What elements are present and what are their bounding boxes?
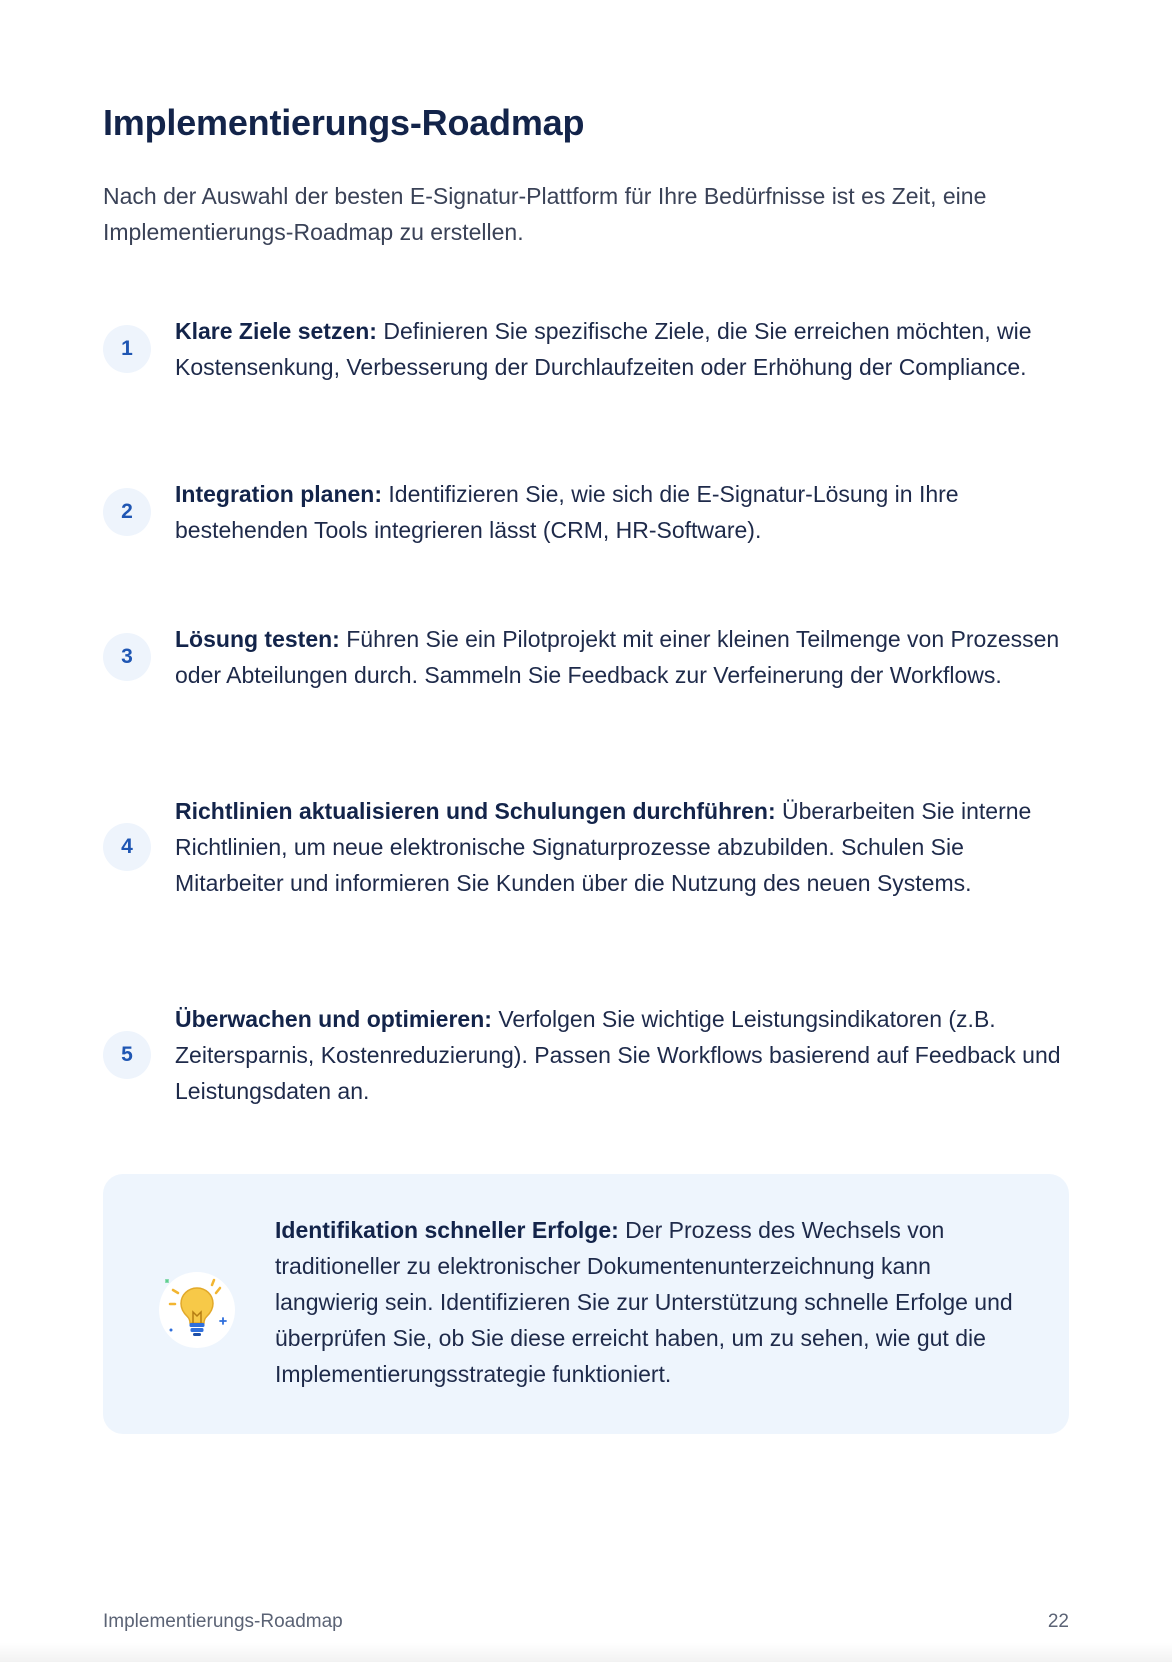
step-number-badge: 4 [103,823,151,871]
step-title: Richtlinien aktualisieren und Schulungen durchführen: [175,798,776,824]
step-description: Überarbeiten Sie interne Richtlinien, um neue elektronische Signaturprozesse abzubilden. Schulen Sie Mitarbeiter und informieren Sie Kunden über die Nutzung des neuen Systems. [175,798,1032,896]
tip-description: Der Prozess des Wechsels von traditioneller zu elektronischer Dokumentenunterzeichnung kann langwierig sein. Identifizieren Sie zur Unterstützung schnelle Erfolge und überprüfen Sie, ob Sie diese erreicht haben, um zu sehen, wie gut die Implementierungsstrategie funktioniert. [275,1217,1013,1387]
step-title: Klare Ziele setzen: [175,318,377,344]
step-title: Lösung testen: [175,626,340,652]
intro-paragraph: Nach der Auswahl der besten E-Signatur-Plattform für Ihre Bedürfnisse ist es Zeit, eine Implementierungs-Roadmap zu erstellen. [103,183,987,245]
step-number-badge: 1 [103,325,151,373]
lightbulb-icon [151,1264,243,1356]
step-description: Verfolgen Sie wichtige Leistungsindikatoren (z.B. Zeitersparnis, Kostenreduzierung). Passen Sie Workflows basierend auf Feedback und Leistungsdaten an. [175,1006,1061,1104]
step-number-badge: 2 [103,488,151,536]
tip-text [275,1212,1035,1392]
step-text [175,621,1063,693]
step-description: Identifizieren Sie, wie sich die E-Signatur-Lösung in Ihre bestehenden Tools integrieren lässt (CRM, HR-Software). [175,481,959,543]
step-description: Führen Sie ein Pilotprojekt mit einer kleinen Teilmenge von Prozessen oder Abteilungen durch. Sammeln Sie Feedback zur Verfeinerung der Workflows. [175,626,1060,688]
step-text [175,1001,1063,1109]
step-text [175,793,1063,901]
step-text [175,313,1063,385]
step-number-badge: 5 [103,1031,151,1079]
step-title: Überwachen und optimieren: [175,1006,492,1032]
roadmap-step [103,313,1063,385]
step-description: Definieren Sie spezifische Ziele, die Sie erreichen möchten, wie Kostensenkung, Verbesserung der Durchlaufzeiten oder Erhöhung der Compliance. [175,318,1032,380]
roadmap-step [103,476,1063,548]
roadmap-step [103,1001,1063,1109]
footer-section-label: Implementierungs-Roadmap [103,1611,343,1632]
tip-callout [103,1174,1069,1434]
roadmap-step [103,793,1063,901]
roadmap-step [103,621,1063,693]
step-title: Integration planen: [175,481,382,507]
page-number: 22 [1047,1611,1069,1632]
page-bottom-shadow [0,1642,1172,1662]
page-title: Implementierungs-Roadmap [103,102,585,143]
step-number-badge: 3 [103,633,151,681]
tip-title: Identifikation schneller Erfolge: [275,1217,619,1243]
step-text [175,476,1063,548]
